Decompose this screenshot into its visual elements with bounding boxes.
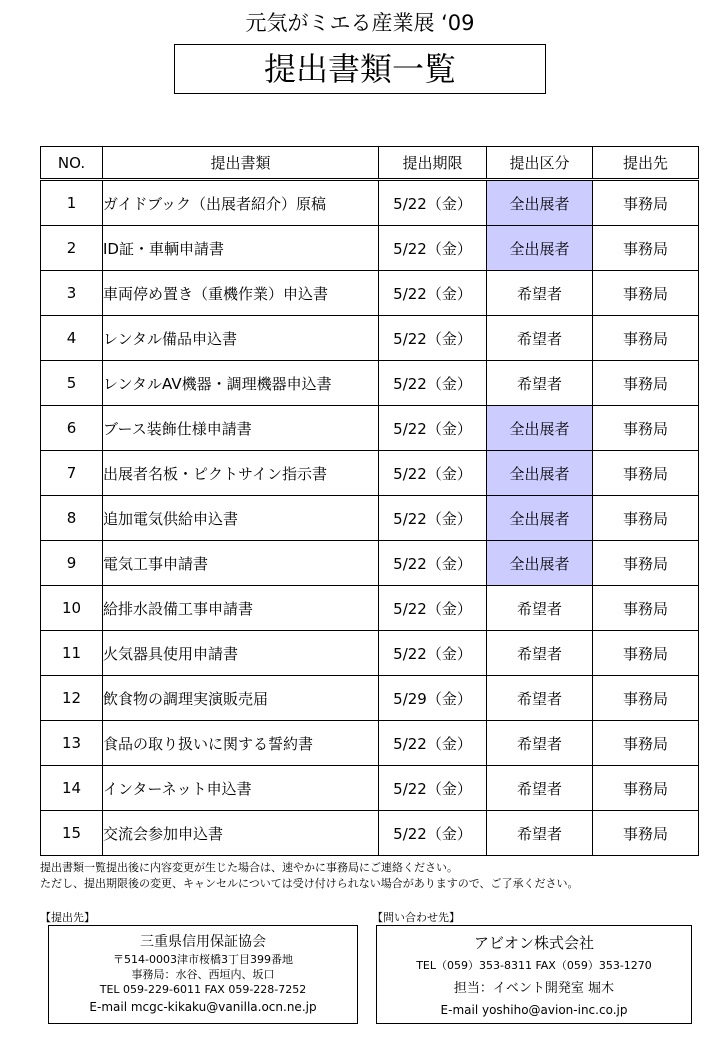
document-name: 飲食物の調理実演販売届 [103, 676, 379, 721]
category: 希望者 [487, 766, 593, 811]
deadline: 5/22（金） [379, 361, 487, 406]
deadline: 5/29（金） [379, 676, 487, 721]
document-name: ID証・車輌申請書 [103, 226, 379, 271]
submit-to-box [48, 925, 358, 1024]
row-number: 15 [41, 811, 103, 856]
inquiry-person: 担当：イベント開発室 堀木 [453, 981, 615, 996]
category: 希望者 [487, 811, 593, 856]
row-number: 2 [41, 226, 103, 271]
row-number: 14 [41, 766, 103, 811]
category: 全出展者 [487, 226, 593, 271]
inquiry-email: E-mail yoshiho@avion-inc.co.jp [440, 1003, 628, 1017]
row-number: 11 [41, 631, 103, 676]
destination: 事務局 [593, 721, 699, 766]
destination: 事務局 [593, 631, 699, 676]
event-title: 元気がミエる産業展 ‘09 [245, 11, 475, 35]
category: 全出展者 [487, 406, 593, 451]
table-header-row [41, 147, 699, 180]
submit-office: 事務局：水谷、西垣内、坂口 [131, 968, 275, 981]
deadline: 5/22（金） [379, 406, 487, 451]
document-name: 電気工事申請書 [103, 541, 379, 586]
table-row [41, 226, 699, 271]
deadline: 5/22（金） [379, 226, 487, 271]
category: 希望者 [487, 361, 593, 406]
document-name: 給排水設備工事申請書 [103, 586, 379, 631]
row-number: 13 [41, 721, 103, 766]
deadline: 5/22（金） [379, 631, 487, 676]
table-row [41, 271, 699, 316]
submit-email: E-mail mcgc-kikaku@vanilla.ocn.ne.jp [89, 1000, 317, 1014]
note-line: 提出書類一覧提出後に内容変更が生じた場合は、速やかに事務局にご連絡ください。 [40, 861, 458, 874]
header-document: 提出書類 [103, 147, 379, 180]
destination: 事務局 [593, 316, 699, 361]
submit-to-label: 【提出先】 [40, 911, 95, 924]
category: 全出展者 [487, 496, 593, 541]
submit-tel-fax: TEL 059-229-6011 FAX 059-228-7252 [99, 983, 307, 996]
category: 希望者 [487, 631, 593, 676]
destination: 事務局 [593, 496, 699, 541]
row-number: 12 [41, 676, 103, 721]
deadline: 5/22（金） [379, 496, 487, 541]
submit-org: 三重県信用保証協会 [140, 934, 266, 950]
document-name: 車両停め置き（重機作業）申込書 [103, 271, 379, 316]
document-name: 出展者名板・ピクトサイン指示書 [103, 451, 379, 496]
deadline: 5/22（金） [379, 180, 487, 226]
destination: 事務局 [593, 811, 699, 856]
deadline: 5/22（金） [379, 541, 487, 586]
category: 希望者 [487, 316, 593, 361]
row-number: 9 [41, 541, 103, 586]
header-no: NO. [41, 147, 103, 180]
document-name: 食品の取り扱いに関する誓約書 [103, 721, 379, 766]
category: 全出展者 [487, 451, 593, 496]
category: 希望者 [487, 586, 593, 631]
table-row [41, 361, 699, 406]
destination: 事務局 [593, 180, 699, 226]
table-row [41, 496, 699, 541]
table-row [41, 766, 699, 811]
destination: 事務局 [593, 766, 699, 811]
document-name: ガイドブック（出展者紹介）原稿 [103, 180, 379, 226]
deadline: 5/22（金） [379, 811, 487, 856]
table-row [41, 676, 699, 721]
destination: 事務局 [593, 586, 699, 631]
notes [40, 860, 700, 892]
document-title: 提出書類一覧 [174, 44, 546, 94]
table-row [41, 811, 699, 856]
note-line: ただし、提出期限後の変更、キャンセルについては受け付けられない場合がありますので、ご了承ください。 [40, 877, 579, 890]
table-row [41, 180, 699, 226]
deadline: 5/22（金） [379, 766, 487, 811]
category: 全出展者 [487, 180, 593, 226]
destination: 事務局 [593, 541, 699, 586]
table-row [41, 451, 699, 496]
inquiry-box [376, 925, 692, 1024]
document-name: 交流会参加申込書 [103, 811, 379, 856]
row-number: 7 [41, 451, 103, 496]
table-row [41, 541, 699, 586]
documents-table [40, 146, 699, 856]
row-number: 3 [41, 271, 103, 316]
table-row [41, 316, 699, 361]
category: 希望者 [487, 721, 593, 766]
row-number: 8 [41, 496, 103, 541]
destination: 事務局 [593, 451, 699, 496]
header-deadline: 提出期限 [379, 147, 487, 180]
row-number: 5 [41, 361, 103, 406]
document-name: ブース装飾仕様申請書 [103, 406, 379, 451]
table-row [41, 406, 699, 451]
submit-address: 〒514-0003津市桜橋3丁目399番地 [113, 953, 293, 966]
table-row [41, 721, 699, 766]
category: 希望者 [487, 271, 593, 316]
table-row [41, 586, 699, 631]
table-body [41, 180, 699, 856]
category: 希望者 [487, 676, 593, 721]
header-destination: 提出先 [593, 147, 699, 180]
row-number: 10 [41, 586, 103, 631]
deadline: 5/22（金） [379, 271, 487, 316]
row-number: 6 [41, 406, 103, 451]
document-name: インターネット申込書 [103, 766, 379, 811]
deadline: 5/22（金） [379, 721, 487, 766]
deadline: 5/22（金） [379, 586, 487, 631]
document-name: レンタル備品申込書 [103, 316, 379, 361]
document-name: 追加電気供給申込書 [103, 496, 379, 541]
destination: 事務局 [593, 676, 699, 721]
category: 全出展者 [487, 541, 593, 586]
deadline: 5/22（金） [379, 451, 487, 496]
inquiry-label: 【問い合わせ先】 [372, 911, 460, 924]
header-category: 提出区分 [487, 147, 593, 180]
table-row [41, 631, 699, 676]
destination: 事務局 [593, 406, 699, 451]
row-number: 4 [41, 316, 103, 361]
destination: 事務局 [593, 271, 699, 316]
row-number: 1 [41, 180, 103, 226]
document-name: 火気器具使用申請書 [103, 631, 379, 676]
document-name: レンタルAV機器・調理機器申込書 [103, 361, 379, 406]
inquiry-tel-fax: TEL（059）353-8311 FAX（059）353-1270 [416, 959, 652, 972]
inquiry-org: アビオン株式会社 [473, 934, 594, 952]
deadline: 5/22（金） [379, 316, 487, 361]
destination: 事務局 [593, 361, 699, 406]
destination: 事務局 [593, 226, 699, 271]
